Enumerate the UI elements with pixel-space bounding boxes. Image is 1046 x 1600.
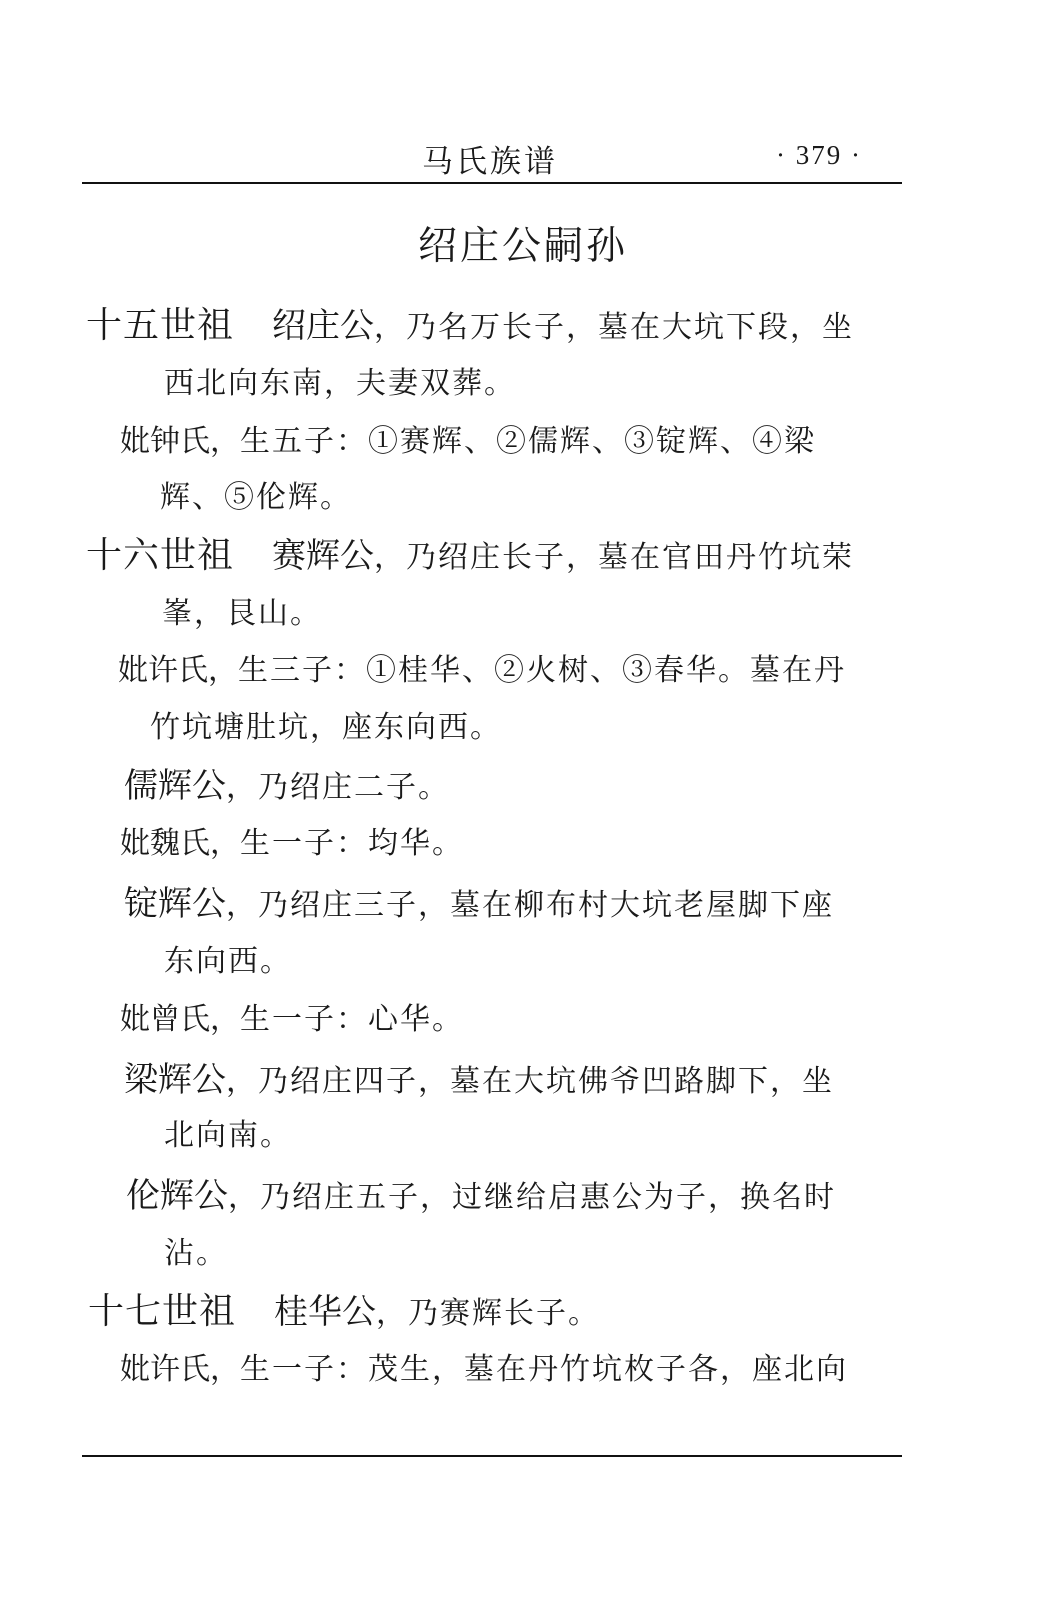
entry-text: 西北向东南，夫妻双葬。 bbox=[164, 366, 516, 401]
spouse-label: 妣许氏， bbox=[120, 1352, 240, 1387]
page-number: · 379 · bbox=[776, 140, 862, 170]
entry-text: ，乃赛辉长子。 bbox=[376, 1296, 601, 1331]
spouse-text: 生三子：①桂华、②火树、③春华。墓在丹 bbox=[238, 653, 846, 688]
entry-text: ，乃绍庄长子，墓在官田丹竹坑荣 bbox=[374, 540, 855, 575]
spouse-text: 生一子：心华。 bbox=[240, 1002, 464, 1037]
spouse-text: 生五子：①赛辉、②儒辉、③锭辉、④梁 bbox=[240, 424, 816, 459]
entry-line bbox=[124, 1060, 834, 1102]
ancestor-name: 赛辉公 bbox=[272, 536, 375, 576]
entry-continuation bbox=[164, 1234, 228, 1274]
entry-text: 沾。 bbox=[164, 1236, 228, 1271]
spouse-label: 妣魏氏， bbox=[120, 826, 240, 861]
entry-line-gen15 bbox=[86, 306, 854, 348]
spouse-label: 妣曾氏， bbox=[120, 1002, 240, 1037]
entry-text: 峯，艮山。 bbox=[162, 596, 322, 631]
generation-label: 十五世祖 bbox=[86, 305, 235, 346]
spouse-line bbox=[118, 651, 846, 691]
entry-line-gen16 bbox=[86, 536, 854, 578]
entry-text: ，乃绍庄三子，墓在柳布村大坑老屋脚下座 bbox=[226, 888, 834, 923]
generation-label: 十六世祖 bbox=[86, 535, 235, 576]
entry-line bbox=[124, 766, 450, 808]
ancestor-name: 儒辉公 bbox=[124, 766, 226, 806]
spouse-line bbox=[120, 1350, 848, 1390]
entry-continuation bbox=[164, 364, 516, 404]
generation-label: 十七世祖 bbox=[88, 1291, 237, 1332]
entry-text: ，乃绍庄二子。 bbox=[226, 770, 450, 805]
spouse-label: 妣钟氏， bbox=[120, 424, 240, 459]
entry-continuation bbox=[164, 1116, 292, 1156]
spouse-text: 竹坑塘肚坑，座东向西。 bbox=[150, 710, 502, 745]
entry-text: 北向南。 bbox=[164, 1118, 292, 1153]
entry-line bbox=[124, 884, 834, 926]
entry-text: ，乃绍庄四子，墓在大坑佛爷凹路脚下，坐 bbox=[226, 1064, 834, 1099]
ancestor-name: 绍庄公 bbox=[272, 306, 375, 346]
book-title: 马氏族谱 bbox=[422, 144, 558, 180]
entry-continuation bbox=[162, 594, 322, 634]
spouse-text: 辉、⑤伦辉。 bbox=[160, 480, 352, 515]
ancestor-name: 梁辉公 bbox=[124, 1060, 226, 1100]
header-rule bbox=[82, 182, 902, 184]
entry-line bbox=[126, 1176, 836, 1218]
spouse-label: 妣许氏， bbox=[118, 653, 238, 688]
entry-text: 东向西。 bbox=[164, 944, 292, 979]
spouse-continuation bbox=[150, 708, 502, 748]
spouse-line bbox=[120, 824, 464, 864]
ancestor-name: 锭辉公 bbox=[124, 884, 226, 924]
ancestor-name: 桂华公 bbox=[274, 1292, 377, 1332]
spouse-line bbox=[120, 1000, 464, 1040]
footer-rule bbox=[82, 1455, 902, 1457]
entry-line-gen17 bbox=[88, 1292, 600, 1334]
spouse-continuation bbox=[160, 478, 352, 518]
spouse-text: 生一子：茂生，墓在丹竹坑枚子各，座北向 bbox=[240, 1352, 848, 1387]
entry-continuation bbox=[164, 942, 292, 982]
spouse-text: 生一子：均华。 bbox=[240, 826, 464, 861]
section-title: 绍庄公嗣孙 bbox=[417, 224, 628, 269]
entry-text: ，乃绍庄五子，过继给启惠公为子，换名时 bbox=[228, 1180, 836, 1215]
entry-text: ，乃名万长子，墓在大坑下段，坐 bbox=[374, 310, 855, 345]
spouse-line bbox=[120, 422, 816, 462]
ancestor-name: 伦辉公 bbox=[126, 1176, 228, 1216]
running-header bbox=[82, 130, 902, 180]
